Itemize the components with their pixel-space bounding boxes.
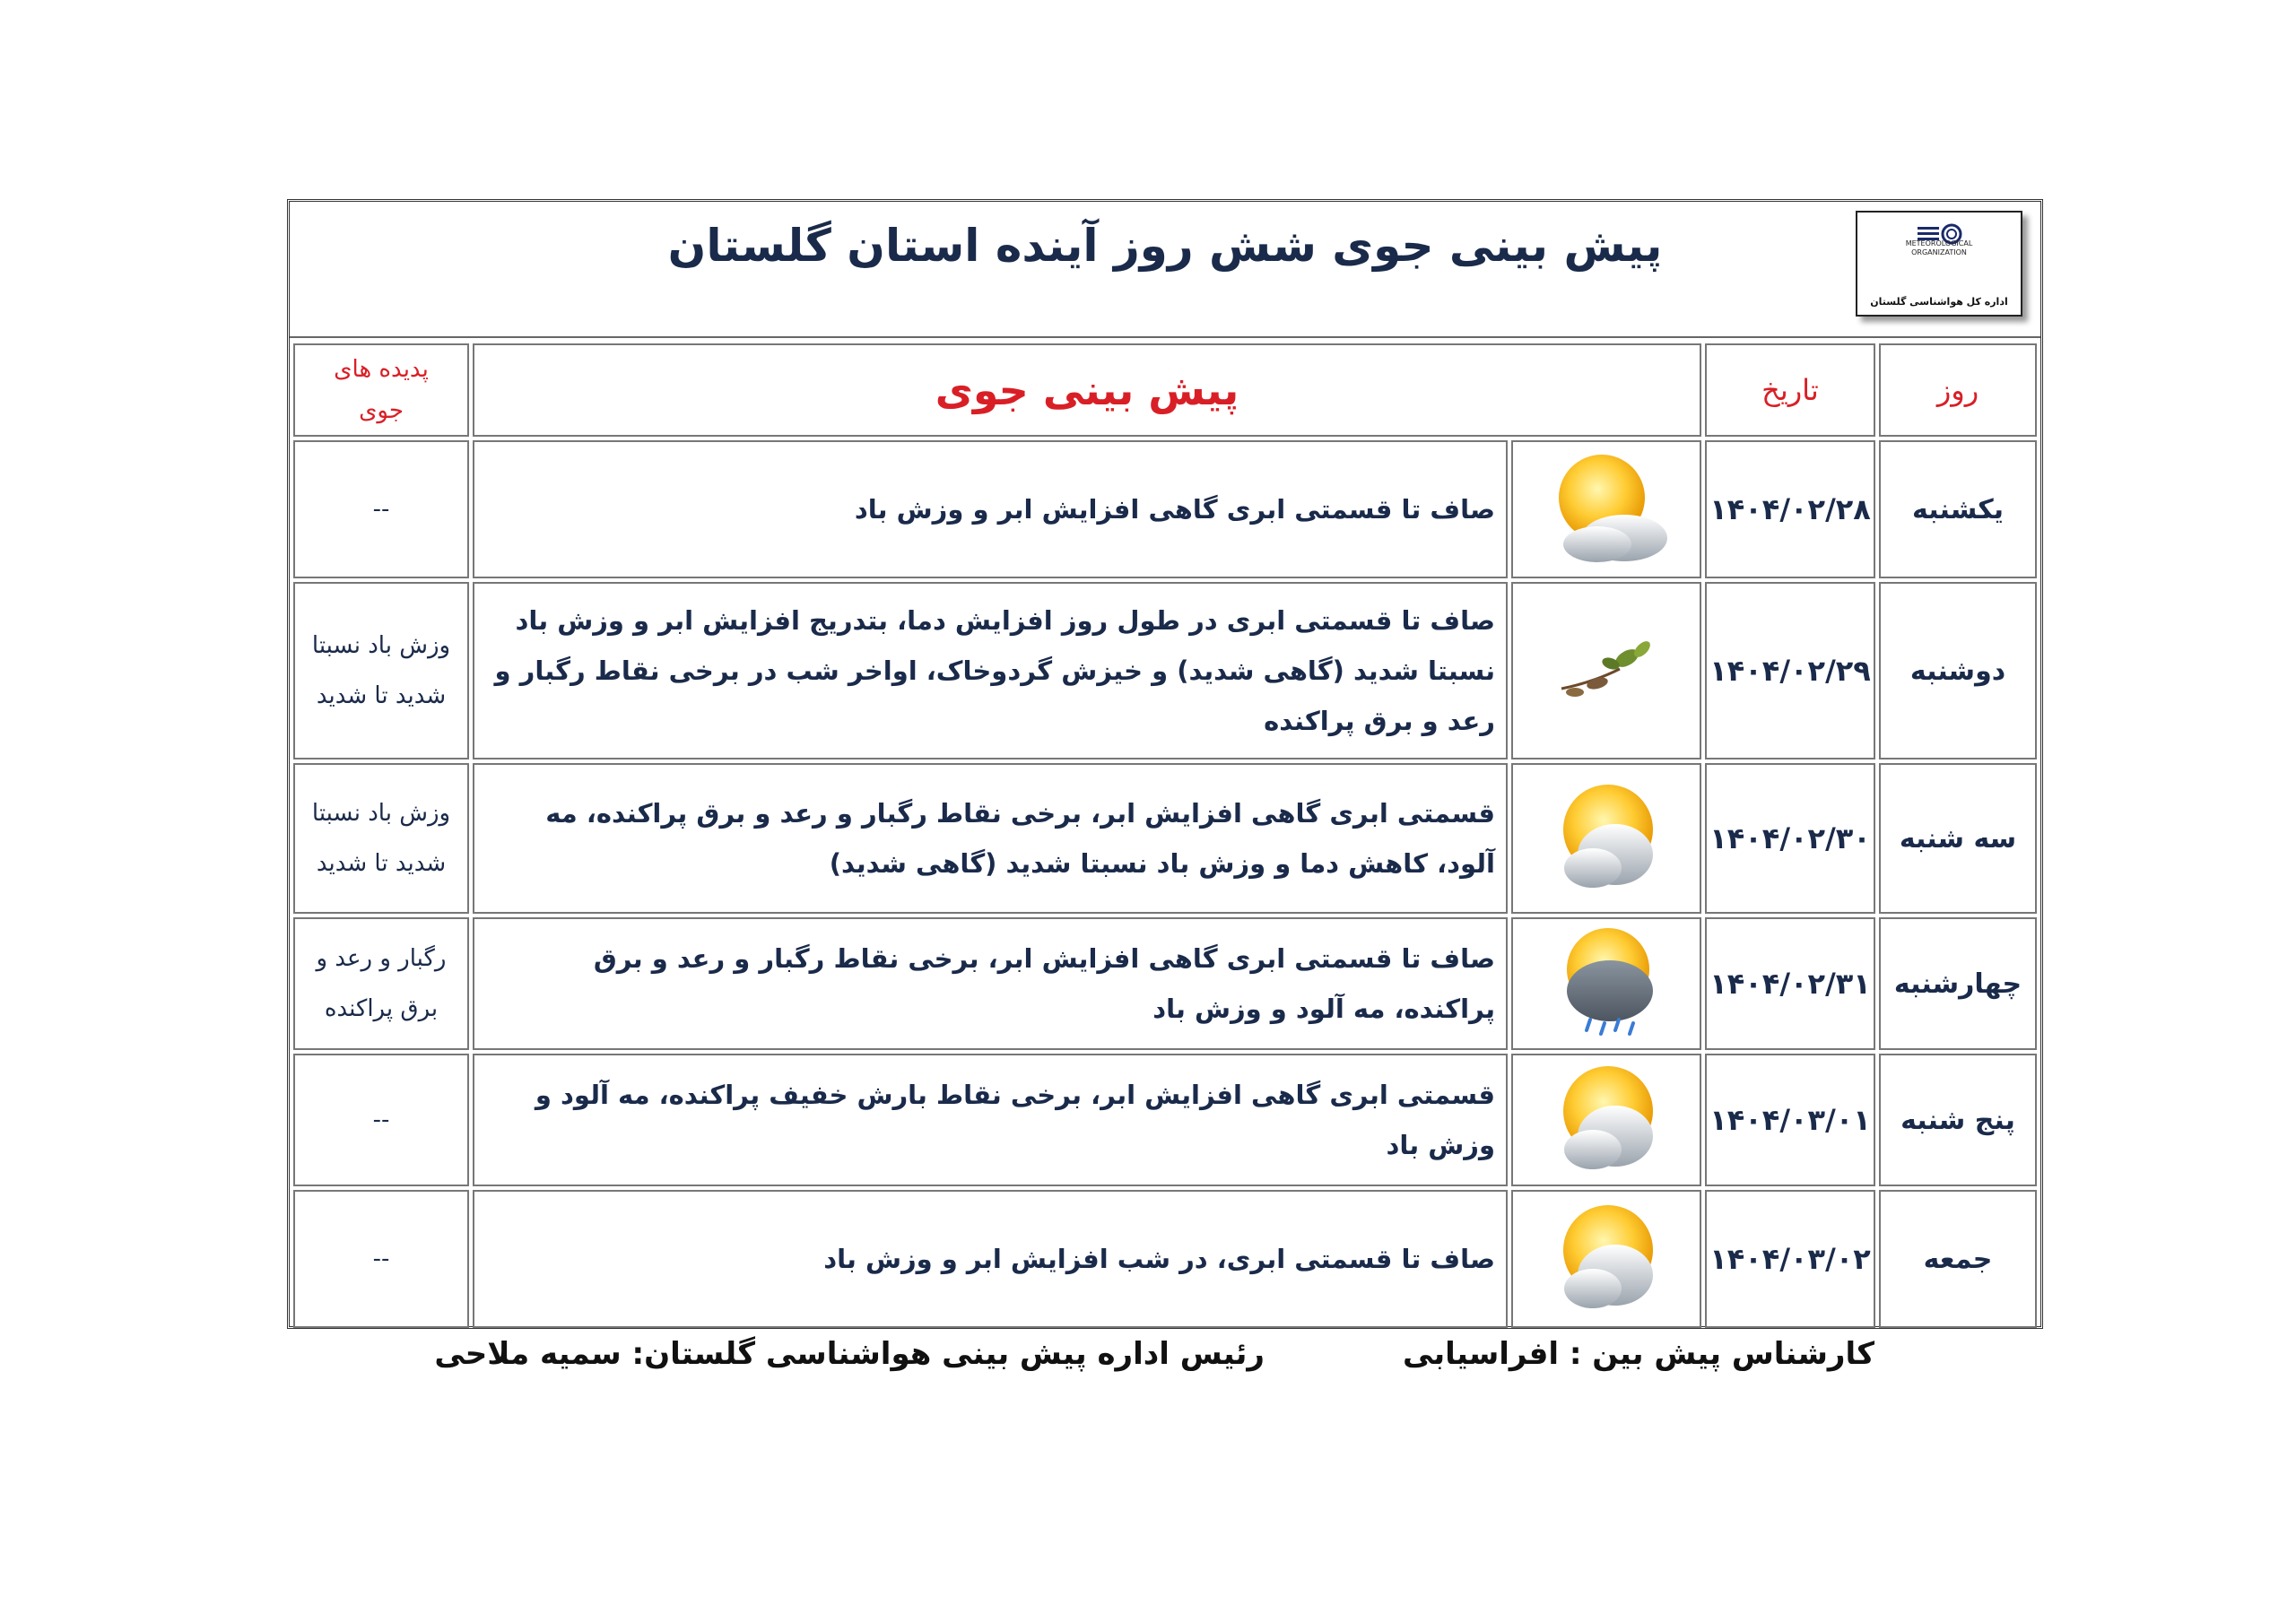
head-credit: رئیس اداره پیش بینی هواشناسی گلستان: سمیه ملاحی bbox=[434, 1336, 1265, 1372]
table-row bbox=[293, 917, 2037, 1050]
date-cell: ۱۴۰۴/۰۲/۳۱ bbox=[1705, 917, 1875, 1050]
weather-icon-cell bbox=[1511, 763, 1701, 914]
forecast-cell: صاف تا قسمتی ابری، در شب افزایش ابر و وزش باد bbox=[473, 1190, 1508, 1328]
table-row bbox=[293, 440, 2037, 578]
weather-icon-cell bbox=[1511, 1054, 1701, 1186]
logo-text-en-1: METEOROLOGICAL bbox=[1905, 239, 1973, 247]
day-cell: چهارشنبه bbox=[1879, 917, 2037, 1050]
logo-text-fa: اداره کل هواشناسی گلستان bbox=[1870, 296, 2008, 308]
partly-cloudy-sun-icon bbox=[1539, 444, 1674, 571]
forecast-table bbox=[290, 340, 2040, 1332]
weather-icon-cell bbox=[1511, 1190, 1701, 1328]
logo-text-en-2: ORGANIZATION bbox=[1911, 248, 1967, 256]
header-phenomena bbox=[293, 343, 469, 437]
date-cell: ۱۴۰۴/۰۳/۰۱ bbox=[1705, 1054, 1875, 1186]
date-cell: ۱۴۰۴/۰۲/۳۰ bbox=[1705, 763, 1875, 914]
forecast-cell: صاف تا قسمتی ابری گاهی افزایش ابر و وزش باد bbox=[473, 440, 1508, 578]
forecast-cell: قسمتی ابری گاهی افزایش ابر، برخی نقاط بارش خفیف پراکنده، مه آلود و وزش باد bbox=[473, 1054, 1508, 1186]
date-cell: ۱۴۰۴/۰۲/۲۹ bbox=[1705, 582, 1875, 759]
table-row bbox=[293, 582, 2037, 759]
forecast-cell: قسمتی ابری گاهی افزایش ابر، برخی نقاط رگبار و رعد و برق پراکنده، مه آلود، کاهش دما و وزش باد نسبتا شدید (گاهی شدید) bbox=[473, 763, 1508, 914]
phenomena-cell: -- bbox=[293, 1054, 469, 1186]
table-row bbox=[293, 1190, 2037, 1328]
forecaster-credit: کارشناس پیش بین : افراسیابی bbox=[1403, 1336, 1874, 1372]
partly-cloudy-sun-icon bbox=[1544, 1055, 1669, 1181]
day-cell: جمعه bbox=[1879, 1190, 2037, 1328]
phenomena-cell: وزش باد نسبتا شدید تا شدید bbox=[293, 582, 469, 759]
windy-leaves-icon bbox=[1557, 633, 1656, 705]
phenomena-cell: -- bbox=[293, 440, 469, 578]
header-phenomena-line1: پدیده های bbox=[334, 356, 429, 383]
table-row bbox=[293, 763, 2037, 914]
date-cell: ۱۴۰۴/۰۳/۰۲ bbox=[1705, 1190, 1875, 1328]
phenomena-cell: -- bbox=[293, 1190, 469, 1328]
header-forecast: پیش بینی جوی bbox=[473, 343, 1701, 437]
forecast-cell: صاف تا قسمتی ابری گاهی افزایش ابر، برخی نقاط رگبار و رعد و برق پراکنده، مه آلود و وزش باد bbox=[473, 917, 1508, 1050]
organization-logo bbox=[1856, 211, 2022, 317]
phenomena-cell: وزش باد نسبتا شدید تا شدید bbox=[293, 763, 469, 914]
day-cell: دوشنبه bbox=[1879, 582, 2037, 759]
weather-icon-cell bbox=[1511, 440, 1701, 578]
forecast-cell: صاف تا قسمتی ابری در طول روز افزایش دما، بتدریج افزایش ابر و وزش باد نسبتا شدید (گاهی شدید) و خیزش گردوخاک، اواخر شب در برخی نقاط رگبار و رعد و برق پراکنده bbox=[473, 582, 1508, 759]
day-cell: پنج شنبه bbox=[1879, 1054, 2037, 1186]
page-title: پیش بینی جوی شش روز آینده استان گلستان bbox=[667, 220, 1663, 272]
header-date: تاریخ bbox=[1705, 343, 1875, 437]
table-header-row bbox=[293, 343, 2037, 437]
table-row bbox=[293, 1054, 2037, 1186]
title-row bbox=[290, 202, 2040, 338]
partly-cloudy-sun-icon bbox=[1544, 1194, 1669, 1320]
rain-cloud-sun-icon bbox=[1544, 919, 1669, 1045]
day-cell: سه شنبه bbox=[1879, 763, 2037, 914]
partly-cloudy-sun-icon bbox=[1544, 774, 1669, 899]
header-phenomena-line2: جوی bbox=[359, 397, 404, 424]
weather-icon-cell bbox=[1511, 582, 1701, 759]
phenomena-cell: رگبار و رعد و برق پراکنده bbox=[293, 917, 469, 1050]
weather-icon-cell bbox=[1511, 917, 1701, 1050]
forecast-sheet bbox=[287, 199, 2043, 1329]
date-cell: ۱۴۰۴/۰۲/۲۸ bbox=[1705, 440, 1875, 578]
header-day: روز bbox=[1879, 343, 2037, 437]
day-cell: یکشنبه bbox=[1879, 440, 2037, 578]
